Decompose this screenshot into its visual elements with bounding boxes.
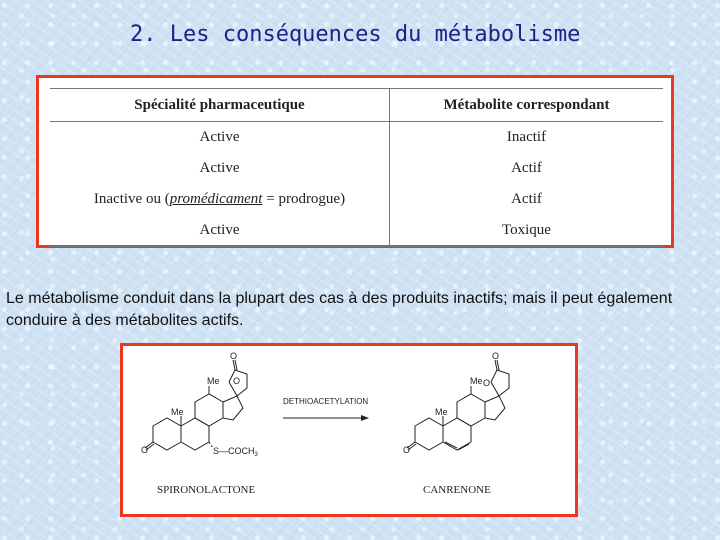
metabolism-paragraph: Le métabolisme conduit dans la plupart des cas à des produits inactifs; mais il peut également conduire à des métabolites actifs.: [6, 290, 673, 329]
drug-prefix: Inactive ou (: [93, 191, 170, 207]
metabolite-cell: Toxique: [390, 215, 664, 247]
drug-cell: Active: [50, 122, 390, 154]
spiro-oxo-label: O: [141, 445, 149, 455]
drug-cell: Active: [50, 215, 390, 247]
metabolite-cell: Inactif: [506, 129, 547, 145]
header-drug: Spécialité pharmaceutique: [50, 89, 390, 122]
spiro-lactone-oxo-label: O: [230, 351, 238, 361]
table-row: [50, 215, 663, 247]
metabolite-cell: Actif: [511, 160, 542, 176]
table-header-row: [50, 89, 663, 122]
canre-me-upper: Me: [470, 376, 483, 386]
reaction-figure-frame: [120, 343, 578, 517]
canre-oxo-label: O: [403, 445, 411, 455]
spiro-me-upper: Me: [207, 376, 220, 386]
canre-ring-oxygen-label: O: [483, 378, 491, 388]
spiro-thioacetyl-label: $S—COCH_3$: [213, 446, 258, 458]
table-row: [50, 184, 663, 215]
metabolism-table: [50, 88, 663, 247]
reaction-diagram: [123, 346, 575, 514]
canre-lactone-oxo-label: O: [492, 351, 500, 361]
spironolactone-structure: [145, 360, 247, 450]
prodrug-term: promédicament: [169, 191, 263, 207]
table-row: [50, 122, 663, 154]
arrow-label: DETHIOACETYLATION: [283, 397, 369, 406]
drug-cell: Active: [50, 153, 390, 184]
metabolism-table-frame: [36, 75, 674, 248]
spiro-me-lower: Me: [171, 407, 184, 417]
drug-cell: [50, 184, 390, 215]
metabolite-cell: Actif: [511, 191, 542, 207]
product-name: CANRENONE: [423, 484, 491, 496]
reactant-name: SPIRONOLACTONE: [157, 484, 256, 496]
header-metabolite: Métabolite correspondant: [390, 89, 664, 122]
spiro-ring-oxygen-label: O: [233, 376, 241, 386]
canrenone-structure: [407, 360, 509, 450]
reaction-arrow: [283, 415, 369, 421]
table-row: [50, 153, 663, 184]
drug-suffix: = prodrogue): [262, 191, 346, 207]
canre-me-lower: Me: [435, 407, 448, 417]
slide-title: 2. Les conséquences du métabolisme: [130, 22, 581, 47]
